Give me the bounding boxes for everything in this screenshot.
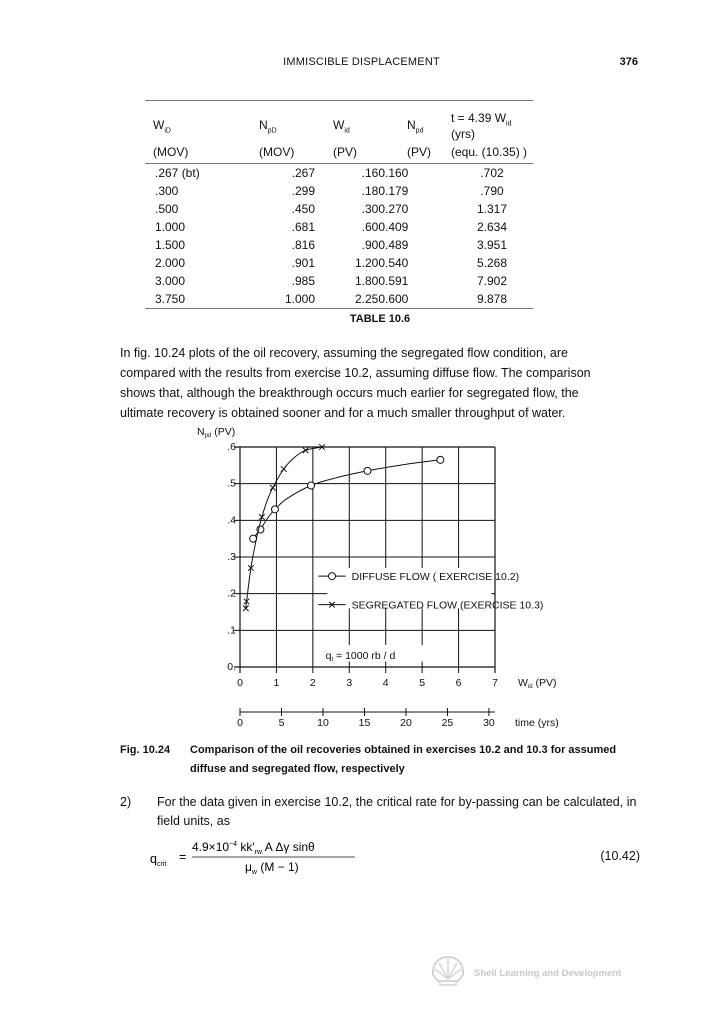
time-tick-label: 20 — [400, 717, 412, 729]
equation-denominator: $\mu_w$ (M − 1) — [245, 860, 299, 876]
column-unit: (equ. (10.35) ) — [451, 141, 533, 164]
item-text: For the data given in exercise 10.2, the critical rate for by-passing can be calculated, in field units, as — [157, 795, 637, 828]
table-cell: .681 — [291, 220, 315, 235]
numbered-item — [120, 793, 640, 831]
y-tick-label: .3 — [227, 551, 236, 563]
table-cell: .299 — [291, 184, 315, 199]
equation-lhs: $q_{crit}$ — [150, 852, 167, 868]
paragraph-line: compared with the results from exercise 10.2, assuming diffuse flow. The comparison — [120, 366, 591, 380]
table-cell: 9.878 — [451, 290, 533, 309]
table-cell: .300 — [155, 184, 179, 199]
time-tick-label: 0 — [237, 717, 243, 729]
time-tick-label: 15 — [358, 717, 371, 729]
column-header: $W_{id}$ — [315, 101, 385, 142]
table-cell: .600 — [385, 290, 451, 309]
table-cell: .900 — [361, 238, 385, 253]
footer-text: Shell Learning and Development — [474, 968, 622, 979]
legend-marker-diffuse — [328, 573, 335, 580]
y-tick-label: .2 — [227, 587, 236, 600]
column-unit: (MOV) — [243, 141, 315, 164]
column-unit: (MOV) — [145, 141, 243, 164]
table-cell: .600 — [361, 220, 385, 235]
figure-number: Fig. 10.24 — [120, 744, 171, 756]
table-cell: 1.317 — [476, 202, 508, 217]
x-tick-label: 4 — [382, 677, 389, 689]
table-cell: .540 — [385, 256, 409, 271]
x-tick-label: 5 — [419, 677, 426, 689]
equation-equals: = — [179, 850, 187, 864]
y-tick-label: .1 — [227, 624, 236, 637]
data-point-diffuse — [437, 456, 444, 463]
column-header: t = 4.39 $W_{id}$ (yrs) — [451, 101, 533, 142]
equation-number: (10.42) — [600, 849, 640, 863]
table-cell: 1.500 — [155, 238, 186, 253]
table-cell: 1.000 — [155, 220, 186, 235]
x-tick-label: 7 — [492, 677, 498, 689]
x-tick-label: 1 — [273, 677, 280, 689]
table-cell: .816 — [291, 238, 315, 253]
table-cell: .790 — [480, 184, 504, 199]
column-unit: (PV) — [385, 141, 451, 164]
column-header: $N_{pD}$ — [243, 101, 315, 142]
table-cell: 1.200 — [354, 256, 385, 271]
table-cell: .270 — [385, 202, 409, 217]
table-cell: .160 — [361, 166, 385, 181]
x-tick-label: 2 — [309, 677, 316, 689]
figure-caption — [120, 741, 640, 779]
time-tick-label: 25 — [441, 717, 454, 729]
data-point-diffuse — [271, 506, 278, 513]
data-point-segregated — [259, 514, 265, 520]
legend-label-segregated: SEGREGATED FLOW (EXERCISE 10.3) — [351, 599, 544, 612]
time-tick-label: 10 — [317, 717, 329, 729]
data-point-segregated — [270, 485, 276, 491]
table-cell: 3.951 — [476, 238, 508, 253]
table-cell: 1.000 — [243, 290, 315, 309]
table-cell: 2.634 — [476, 220, 508, 235]
legend-label-diffuse: DIFFUSE FLOW ( EXERCISE 10.2) — [351, 571, 520, 584]
y-tick-label: .5 — [227, 477, 236, 490]
x-tick-label: 3 — [346, 677, 353, 689]
table-cell: .591 — [385, 274, 409, 289]
y-axis-label: Npd (PV) — [197, 426, 236, 439]
x-tick-label: 6 — [455, 677, 462, 689]
table-cell: .267 — [291, 166, 315, 181]
y-tick-label: .4 — [227, 514, 236, 527]
table-cell: .901 — [291, 256, 315, 271]
time-tick-label: 5 — [278, 717, 285, 729]
table-cell: .180 — [361, 184, 385, 199]
item-number: 2) — [120, 795, 132, 809]
time-tick-label: 30 — [483, 717, 495, 729]
x-tick-label: 0 — [237, 677, 243, 689]
table-cell: .179 — [385, 184, 409, 199]
data-point-segregated — [281, 466, 287, 472]
data-point-segregated — [303, 448, 309, 454]
flow-rate-annotation: qt = 1000 rb / d — [325, 649, 396, 663]
table-cell: 3.750 — [145, 290, 243, 309]
table-cell: 5.268 — [476, 256, 508, 271]
table-cell: .160 — [385, 166, 409, 181]
paragraph-line: ultimate recovery is obtained sooner and for a much smaller throughput of water. — [120, 406, 566, 420]
table-cell: 3.000 — [155, 274, 186, 289]
table-cell: .267 (bt) — [155, 166, 200, 181]
data-point-diffuse — [364, 467, 371, 474]
equation-10-42 — [150, 835, 370, 880]
column-header: $W_{iD}$ — [145, 101, 243, 142]
table-cell: .702 — [480, 166, 504, 181]
table-cell: .409 — [385, 220, 409, 235]
figure-caption-text: Comparison of the oil recoveries obtained in exercises 10.2 and 10.3 for assumed diffuse and segregated flow, respectively — [190, 744, 617, 775]
time-axis-label: time (yrs) — [515, 717, 559, 729]
page-number: 376 — [619, 56, 638, 68]
paragraph-line: shows that, although the breakthrough occurs much earlier for segregated flow, the — [120, 386, 579, 400]
table-cell: 1.800 — [354, 274, 385, 289]
column-unit: (PV) — [315, 141, 385, 164]
table-cell: .489 — [385, 238, 409, 253]
column-header: $N_{pd}$ — [385, 101, 451, 142]
table-cell: 2.250 — [315, 290, 385, 309]
table-caption: TABLE 10.6 — [349, 313, 411, 325]
table-cell: 2.000 — [155, 256, 186, 271]
table-cell: .300 — [361, 202, 385, 217]
table-cell: .500 — [155, 202, 179, 217]
y-tick-label: .6 — [227, 441, 236, 453]
shell-logo-icon — [430, 955, 466, 987]
table-cell: 7.902 — [476, 274, 508, 289]
page-header-title: IMMISCIBLE DISPLACEMENT — [283, 56, 440, 68]
table-cell: .985 — [291, 274, 315, 289]
y-tick-label: 0. — [227, 661, 236, 673]
x-axis-label: Wid (PV) — [518, 677, 557, 690]
data-point-diffuse — [308, 482, 315, 489]
table-cell: .450 — [291, 202, 315, 217]
paragraph-line: In fig. 10.24 plots of the oil recovery, assuming the segregated flow condition, are — [120, 346, 568, 360]
equation-numerator: $4.9\times 10^{-4}$ $kk'_{rw}$ A Δγ sinθ — [192, 840, 315, 856]
